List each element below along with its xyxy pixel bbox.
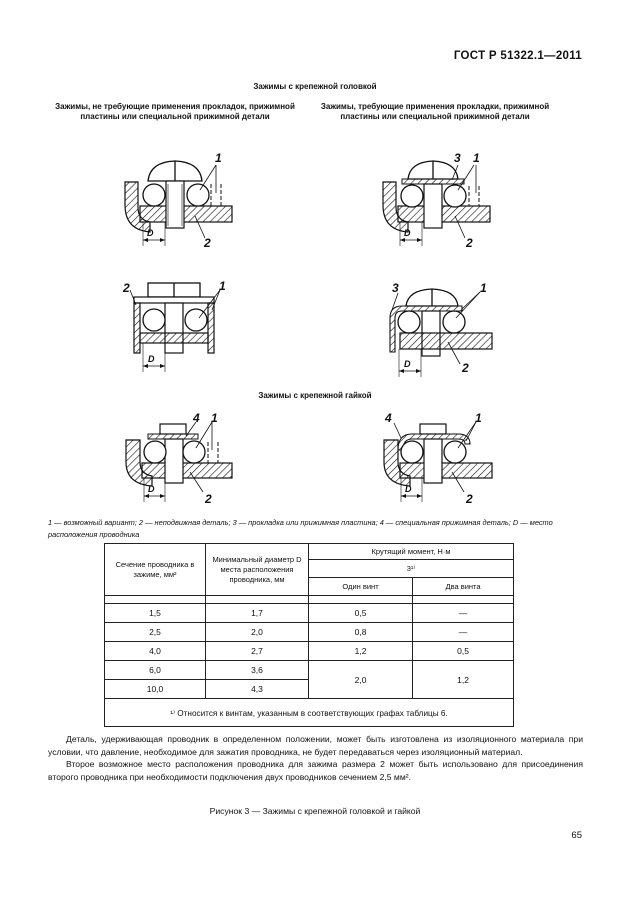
label-2-c: 2 bbox=[123, 281, 130, 295]
cell-section: 6,0 bbox=[105, 661, 206, 680]
cell-two-screws: — bbox=[413, 604, 514, 623]
cell-diameter: 3,6 bbox=[206, 661, 309, 680]
label-4-f: 4 bbox=[385, 411, 392, 425]
label-1-b: 1 bbox=[473, 151, 480, 165]
drawing-clamp-head-1 bbox=[125, 161, 232, 246]
cell-diameter: 4,3 bbox=[206, 680, 309, 699]
cell-diameter: 2,7 bbox=[206, 642, 309, 661]
paragraph-1: Деталь, удерживающая проводник в определенном положении, может быть изготовлена из изоляционного материала при условии, что давление, необходимое для зажатия проводника, не будет передаваться через изоляционный материал. bbox=[48, 734, 583, 757]
th-section: Сечение проводника в зажиме, мм² bbox=[105, 544, 206, 596]
table-row bbox=[105, 623, 514, 642]
label-1-e: 1 bbox=[211, 411, 218, 425]
col-right-title: Зажимы, требующие применения прокладки, прижимной пластины или специальной прижимной детали bbox=[320, 102, 550, 121]
label-4-e: 4 bbox=[193, 411, 200, 425]
label-3-b: 3 bbox=[454, 151, 461, 165]
table-row bbox=[105, 604, 514, 623]
cell-two-screws: — bbox=[413, 623, 514, 642]
cell-two-screws: 0,5 bbox=[413, 642, 514, 661]
th-one-screw: Один винт bbox=[309, 578, 413, 596]
cell-section: 1,5 bbox=[105, 604, 206, 623]
cell-two-screws-merged: 1,2 bbox=[413, 661, 514, 699]
cell-section: 4,0 bbox=[105, 642, 206, 661]
cell-one-screw: 0,8 bbox=[309, 623, 413, 642]
page-number: 65 bbox=[571, 830, 582, 841]
figure-legend: 1 — возможный вариант; 2 — неподвижная деталь; 3 — прокладка или прижимная пластина; 4 — специальная прижимная деталь; D — место расположения проводника bbox=[48, 518, 553, 539]
cell-diameter: 2,0 bbox=[206, 623, 309, 642]
drawing-clamp-nut-5 bbox=[126, 422, 232, 502]
label-1-a: 1 bbox=[215, 151, 222, 165]
label-3-d: 3 bbox=[392, 281, 399, 295]
drawing-clamp-head-3 bbox=[130, 283, 220, 372]
label-d-e: D bbox=[148, 484, 155, 494]
label-2-e: 2 bbox=[205, 492, 212, 506]
cell-one-screw-merged: 2,0 bbox=[309, 661, 413, 699]
cell-one-screw: 0,5 bbox=[309, 604, 413, 623]
paragraph-2: Второе возможное место расположения проводника для зажима размера 2 может быть использовано для присоединения второго проводника при необходимости подключения двух проводников сечением 2,5 мм². bbox=[48, 759, 583, 782]
standard-header: ГОСТ Р 51322.1—2011 bbox=[453, 50, 582, 62]
label-2-a: 2 bbox=[204, 236, 211, 250]
drawing-clamp-head-2 bbox=[383, 161, 490, 246]
table-row bbox=[105, 661, 514, 680]
label-d-f: D bbox=[405, 484, 412, 494]
th-torque: Крутящий момент, Н·м bbox=[309, 544, 514, 560]
label-d-d: D bbox=[404, 359, 411, 369]
th-diameter: Минимальный диаметр D места расположения проводника, мм bbox=[206, 544, 309, 596]
label-2-b: 2 bbox=[466, 236, 473, 250]
label-1-f: 1 bbox=[475, 411, 482, 425]
table-footnote: ¹⁾ Относится к винтам, указанным в соответствующих графах таблицы 6. bbox=[105, 699, 514, 727]
label-2-f: 2 bbox=[466, 492, 473, 506]
cell-diameter: 1,7 bbox=[206, 604, 309, 623]
label-d-c: D bbox=[148, 354, 155, 364]
section-head-clamp: Зажимы с крепежной головкой bbox=[253, 82, 377, 91]
drawing-clamp-nut-6 bbox=[384, 422, 492, 502]
label-d-a: D bbox=[147, 228, 154, 238]
label-2-d: 2 bbox=[462, 361, 469, 375]
col-left-title: Зажимы, не требующие применения прокладок, прижимной пластины или специальной прижимной детали bbox=[55, 102, 295, 121]
label-1-d: 1 bbox=[480, 281, 487, 295]
label-1-c: 1 bbox=[219, 279, 226, 293]
cell-section: 2,5 bbox=[105, 623, 206, 642]
body-text bbox=[48, 733, 583, 783]
label-d-b: D bbox=[404, 228, 411, 238]
cell-section: 10,0 bbox=[105, 680, 206, 699]
table-row bbox=[105, 642, 514, 661]
torque-table bbox=[104, 543, 514, 727]
th-two-screws: Два винта bbox=[413, 578, 514, 596]
figure-caption: Рисунок 3 — Зажимы с крепежной головкой и гайкой bbox=[209, 806, 421, 816]
th-sub: 3¹⁾ bbox=[309, 560, 514, 578]
cell-one-screw: 1,2 bbox=[309, 642, 413, 661]
section-nut-title: Зажимы с крепежной гайкой bbox=[258, 391, 372, 400]
